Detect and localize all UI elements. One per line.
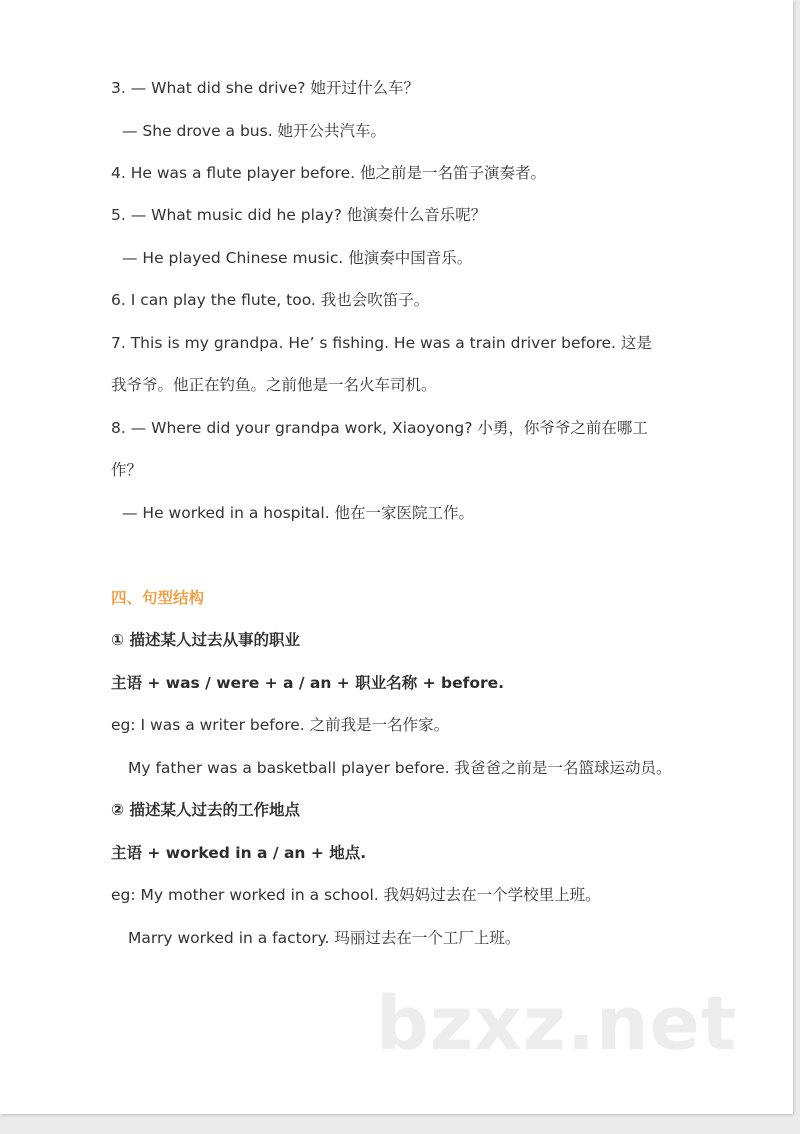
dialogue-line-7: 7. This is my grandpa. He’ s fishing. He was a train driver before. 这是 (111, 334, 652, 352)
subsection-1-title: ① 描述某人过去从事的职业 (111, 631, 301, 649)
subsection-2-example-2: Marry worked in a factory. 玛丽过去在一个工厂上班。 (128, 929, 521, 947)
dialogue-line-5: 5. — What music did he play? 他演奏什么音乐呢？ (111, 206, 487, 224)
dialogue-line-7-cont: 我爷爷。他正在钓鱼。之前他是一名火车司机。 (111, 376, 437, 394)
watermark: bzxz.net (376, 981, 738, 1067)
subsection-2-pattern: 主语 + worked in a / an + 地点. (111, 844, 367, 862)
dialogue-line-8-cont: 作？ (111, 461, 143, 479)
dialogue-line-3: 3. — What did she drive? 她开过什么车？ (111, 79, 419, 97)
subsection-2-example-1: eg: My mother worked in a school. 我妈妈过去在一个学校里上班。 (111, 886, 601, 904)
subsection-1-example-2: My father was a basketball player before. 我爸爸之前是一名篮球运动员。 (128, 759, 672, 777)
subsection-2-title: ② 描述某人过去的工作地点 (111, 801, 301, 819)
dialogue-line-8-answer: — He worked in a hospital. 他在一家医院工作。 (122, 504, 475, 522)
section-heading: 四、句型结构 (111, 589, 205, 607)
dialogue-line-8: 8. — Where did your grandpa work, Xiaoyong? 小勇，你爷爷之前在哪工 (111, 419, 648, 437)
subsection-1-pattern: 主语 + was / were + a / an + 职业名称 + before. (111, 674, 505, 692)
dialogue-line-5-answer: — He played Chinese music. 他演奏中国音乐。 (122, 249, 473, 267)
dialogue-line-6: 6. I can play the flute, too. 我也会吹笛子。 (111, 291, 430, 309)
subsection-1-example-1: eg: I was a writer before. 之前我是一名作家。 (111, 716, 450, 734)
dialogue-line-4: 4. He was a flute player before. 他之前是一名笛子演奏者。 (111, 164, 546, 182)
dialogue-line-3-answer: — She drove a bus. 她开公共汽车。 (122, 122, 387, 140)
